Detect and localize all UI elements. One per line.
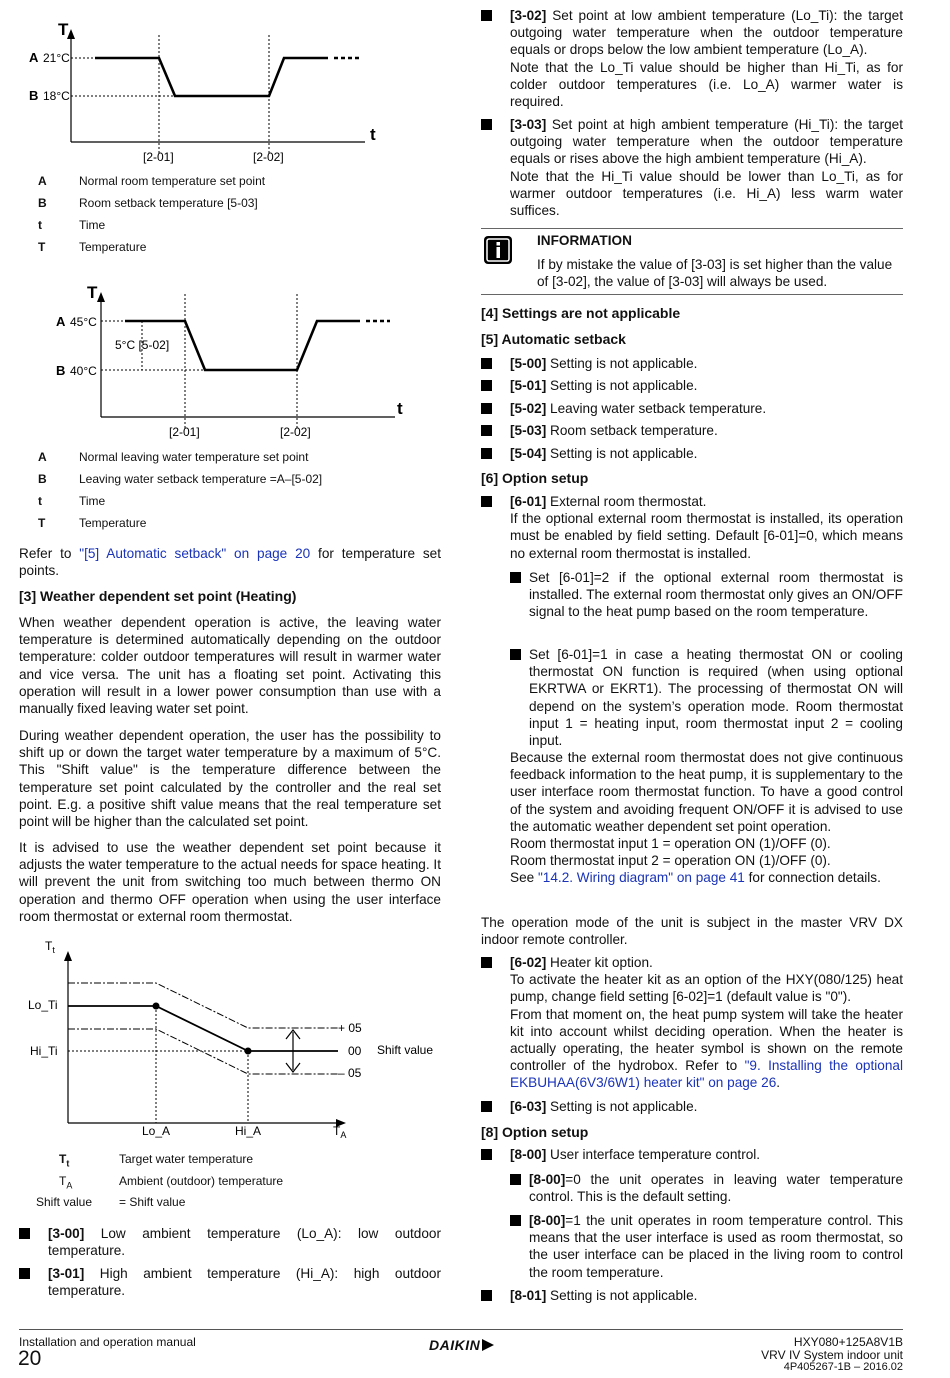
tick-2-02: [2-02] bbox=[280, 425, 311, 439]
legend-key: T bbox=[38, 516, 46, 530]
daikin-logo: DAIKIN bbox=[429, 1337, 494, 1353]
operation-mode-paragraph: The operation mode of the unit is subject in the master VRV DX indoor remote controller. bbox=[481, 915, 903, 948]
y-axis-label: T bbox=[87, 283, 98, 302]
legend-text: Temperature bbox=[79, 516, 147, 530]
heading-weather-dependent: [3] Weather dependent set point (Heating) bbox=[19, 588, 297, 604]
tick-2-01: [2-01] bbox=[169, 425, 200, 439]
bullet-3-00: [3-00] Low ambient temperature (Lo_A): low outdoor temperature. bbox=[19, 1225, 441, 1259]
bullet-square-icon bbox=[19, 1228, 30, 1239]
bullet-6-03: [6-03] Setting is not applicable. bbox=[481, 1098, 903, 1115]
tick-2-02: [2-02] bbox=[253, 150, 284, 164]
link-automatic-setback[interactable]: "[5] Automatic setback" on page 20 bbox=[79, 546, 311, 561]
bullet-square-icon bbox=[510, 1215, 521, 1226]
bullet-square-icon bbox=[481, 425, 492, 436]
information-box bbox=[481, 228, 903, 295]
footer-doc-number: 4P405267-1B – 2016.02 bbox=[783, 1361, 903, 1373]
bullet-3-03: [3-03] Set point at high ambient temperature (Hi_Ti): the target outgoing water temperature when the outdoor temperature equals or rises above the high ambient temperature (Hi_A). Note that the Hi_Ti value should be lower than Lo_Ti, as for warmer outdoor temperatures (i.e. Hi_A) less warm water suffices. bbox=[481, 116, 903, 219]
information-title: INFORMATION bbox=[537, 233, 632, 248]
paragraph-weather-1: When weather dependent operation is active, the leaving water temperature is determined automatically depending on the outdoor temperature: colder outdoor temperatures will result in warmer water and vice versa. The unit has a floating set point. Activating this operation will result in a lower power consumption than use with a manually fixed leaving water set point. bbox=[19, 615, 441, 717]
information-text: If by mistake the value of [3-03] is set higher than the value of [3-02], the value of [3-03] will always be used. bbox=[537, 257, 893, 290]
minus-05: – 05 bbox=[338, 1066, 362, 1080]
sub-bullet-6-01-2: Set [6-01]=2 if the optional external room thermostat is installed. The external room thermostat only gives an ON/OFF signal to the heat pump based on the room temperature. bbox=[510, 569, 903, 621]
legend-key: $T_A$ bbox=[59, 1174, 73, 1191]
bullet-square-icon bbox=[481, 1101, 492, 1112]
paragraph-weather-2: During weather dependent operation, the user has the possibility to shift up or down the target water temperature by a maximum of 5°C. This "Shift value" is the temperature difference between the temperature set point calculated by the controller and the real set point. E.g. a positive shift value means that the real temperature set point will be higher than the calculated set point. bbox=[19, 728, 441, 830]
legend-text: Temperature bbox=[79, 240, 147, 254]
legend-key: B bbox=[38, 472, 47, 486]
y-axis-label: T bbox=[58, 20, 69, 39]
bullet-square-icon bbox=[481, 448, 492, 459]
bullet-square-icon bbox=[481, 119, 492, 130]
bullet-square-icon bbox=[510, 1174, 521, 1185]
legend-text: Time bbox=[79, 494, 106, 508]
bullet-5-03: [5-03] Room setback temperature. bbox=[481, 422, 903, 439]
bullet-5-04: [5-04] Setting is not applicable. bbox=[481, 445, 903, 462]
label-a: A bbox=[56, 314, 66, 329]
legend-key: t bbox=[38, 494, 42, 508]
heading-automatic-setback: [5] Automatic setback bbox=[481, 331, 626, 347]
hi-ti-label: Hi_Ti bbox=[30, 1044, 58, 1058]
value-b: 40°C bbox=[70, 364, 97, 378]
bullet-5-02: [5-02] Leaving water setback temperature. bbox=[481, 400, 903, 417]
bullet-3-02: [3-02] Set point at low ambient temperature (Lo_Ti): the target outgoing water temperature when the outdoor temperature equals or drops below the low ambient temperature (Lo_A). Note that the Lo_Ti value should be higher than Hi_Ti, as for colder outdoor temperatures (i.e. Lo_A) warmer water is required. bbox=[481, 7, 903, 110]
footer-rule bbox=[19, 1329, 903, 1330]
link-wiring-diagram[interactable]: "14.2. Wiring diagram" on page 41 bbox=[537, 870, 745, 886]
paragraph-weather-3: It is advised to use the weather dependent set point because it adjusts the water temperature to the actual needs for space heating. It will prevent the unit from switching too much between thermo ON operation and thermo OFF operation when using the user interface room thermostat or external room thermostat. bbox=[19, 840, 441, 924]
bullet-6-02: [6-02] Heater kit option. To activate the heater kit as an option of the HXY(080/125) heat pump, change field setting [6-02]=1 (default value is "0"). From that moment on, the heat pump system will take the heater kit into account whilst deciding operation. When the heater is actually operating, the heater symbol is shown on the remote controller of the hydrobox. Refer to "9. Installing the optional EKBUHAA(6V3/6W1) heater kit" on page 26. bbox=[481, 954, 903, 1092]
legend-text: Normal room temperature set point bbox=[79, 174, 266, 188]
legend-text: Room setback temperature [5-03] bbox=[79, 196, 258, 210]
bullet-5-01: [5-01] Setting is not applicable. bbox=[481, 377, 903, 394]
bullet-square-icon bbox=[481, 403, 492, 414]
zero-00: 00 bbox=[348, 1044, 362, 1058]
shift-value-label: Shift value bbox=[377, 1043, 434, 1057]
sub-bullet-8-00-1: [8-00]=1 the unit operates in room temperature control. This means that the user interface is used as room thermostat, so the user interface can be placed in the living room to control the room temperature. bbox=[510, 1212, 903, 1281]
weather-dependent-diagram bbox=[20, 935, 440, 1145]
bullet-square-icon bbox=[510, 572, 521, 583]
heading-settings-not-applicable: [4] Settings are not applicable bbox=[481, 305, 681, 321]
bullet-square-icon bbox=[481, 957, 492, 968]
information-icon bbox=[483, 235, 513, 265]
legend-text: Normal leaving water temperature set point bbox=[79, 450, 309, 464]
bullet-6-01: [6-01] External room thermostat. If the optional external room thermostat is installed, its operation must be enabled by field setting. Default [6-01]=0, which means no external room thermostat is installed. bbox=[481, 493, 903, 562]
y-axis-label: $T_t$ bbox=[45, 939, 55, 955]
value-b: 18°C bbox=[43, 89, 70, 103]
footer-page-number: 20 bbox=[18, 1347, 42, 1370]
legend-text: Time bbox=[79, 218, 106, 232]
footer-system: VRV IV System indoor unit bbox=[761, 1348, 903, 1362]
bullet-square-icon bbox=[481, 358, 492, 369]
footer-model: HXY080+125A8V1B bbox=[793, 1335, 903, 1349]
bullet-8-01: [8-01] Setting is not applicable. bbox=[481, 1287, 903, 1304]
value-a: 21°C bbox=[43, 51, 70, 65]
label-a: A bbox=[29, 50, 39, 65]
legend-key: Shift value bbox=[36, 1195, 93, 1209]
lo-a-label: Lo_A bbox=[142, 1124, 171, 1138]
tick-2-01: [2-01] bbox=[143, 150, 174, 164]
bullet-square-icon bbox=[481, 10, 492, 21]
legend-key: t bbox=[38, 218, 42, 232]
legend-text: = Shift value bbox=[119, 1195, 186, 1209]
bullet-3-01: [3-01] High ambient temperature (Hi_A): high outdoor temperature. bbox=[19, 1265, 441, 1299]
legend-key: B bbox=[38, 196, 47, 210]
heading-option-setup-8: [8] Option setup bbox=[481, 1124, 589, 1140]
sub-bullet-8-00-0: [8-00]=0 the unit operates in leaving water temperature control. This is the default setting. bbox=[510, 1171, 903, 1205]
setback-diagram-water bbox=[40, 280, 420, 442]
refer-paragraph: Refer to "[5] Automatic setback" on page 20 for temperature set points. bbox=[19, 546, 441, 579]
link-heater-kit[interactable]: "9. Installing the optional EKBUHAA(6V3/6W1) heater kit" on page 26 bbox=[510, 1058, 903, 1091]
bullet-square-icon bbox=[510, 649, 521, 660]
x-axis-label: t bbox=[397, 399, 403, 418]
legend-key: $T_t$ bbox=[59, 1152, 70, 1169]
bullet-square-icon bbox=[481, 380, 492, 391]
legend-key: A bbox=[38, 174, 47, 188]
x-axis-label: $T_A$ bbox=[333, 1124, 347, 1140]
lo-ti-label: Lo_Ti bbox=[28, 998, 58, 1012]
legend-text: Target water temperature bbox=[119, 1152, 254, 1166]
x-axis-label: t bbox=[370, 125, 376, 144]
hi-a-label: Hi_A bbox=[235, 1124, 262, 1138]
bullet-square-icon bbox=[19, 1268, 30, 1279]
bullet-8-00: [8-00] User interface temperature control. bbox=[481, 1146, 903, 1163]
setback-diagram-room bbox=[20, 15, 420, 167]
label-b: B bbox=[29, 88, 39, 103]
legend-text: Ambient (outdoor) temperature bbox=[119, 1174, 284, 1188]
bullet-square-icon bbox=[481, 1290, 492, 1301]
value-a: 45°C bbox=[70, 315, 97, 329]
heading-option-setup-6: [6] Option setup bbox=[481, 470, 589, 486]
sub-bullet-6-01-1: Set [6-01]=1 in case a heating thermostat ON or cooling thermostat ON function is required (when using optional EKRTWA or EKRT1). The processing of thermostat ON will depend on the system’s operation mode. Room thermostat input 1 = heating input, room thermostat input 2 = cooling input. bbox=[510, 646, 903, 749]
label-b: B bbox=[56, 363, 66, 378]
legend-text: Leaving water setback temperature =A–[5-02] bbox=[79, 472, 323, 486]
footer-manual-title: Installation and operation manual bbox=[19, 1335, 196, 1349]
plus-05: + 05 bbox=[338, 1021, 362, 1035]
bullet-square-icon bbox=[481, 1149, 492, 1160]
thermostat-notes: Because the external room thermostat does not give continuous feedback information to the heat pump, it is supplementary to the user interface room thermostat function. To have a good control of the system and avoiding frequent ON/OFF it is advised to use the automatic weather dependent set point operation. Room thermostat input 1 = operation ON (1)/OFF (0). Room thermostat input 2 = operation ON (1)/OFF (0). See "14.2. Wiring diagram" on page 41 for connection details. bbox=[510, 750, 903, 886]
bullet-5-00: [5-00] Setting is not applicable. bbox=[481, 355, 903, 372]
bullet-square-icon bbox=[481, 496, 492, 507]
shift-label: 5°C [5-02] bbox=[115, 338, 170, 352]
legend-key: T bbox=[38, 240, 46, 254]
legend-key: A bbox=[38, 450, 47, 464]
